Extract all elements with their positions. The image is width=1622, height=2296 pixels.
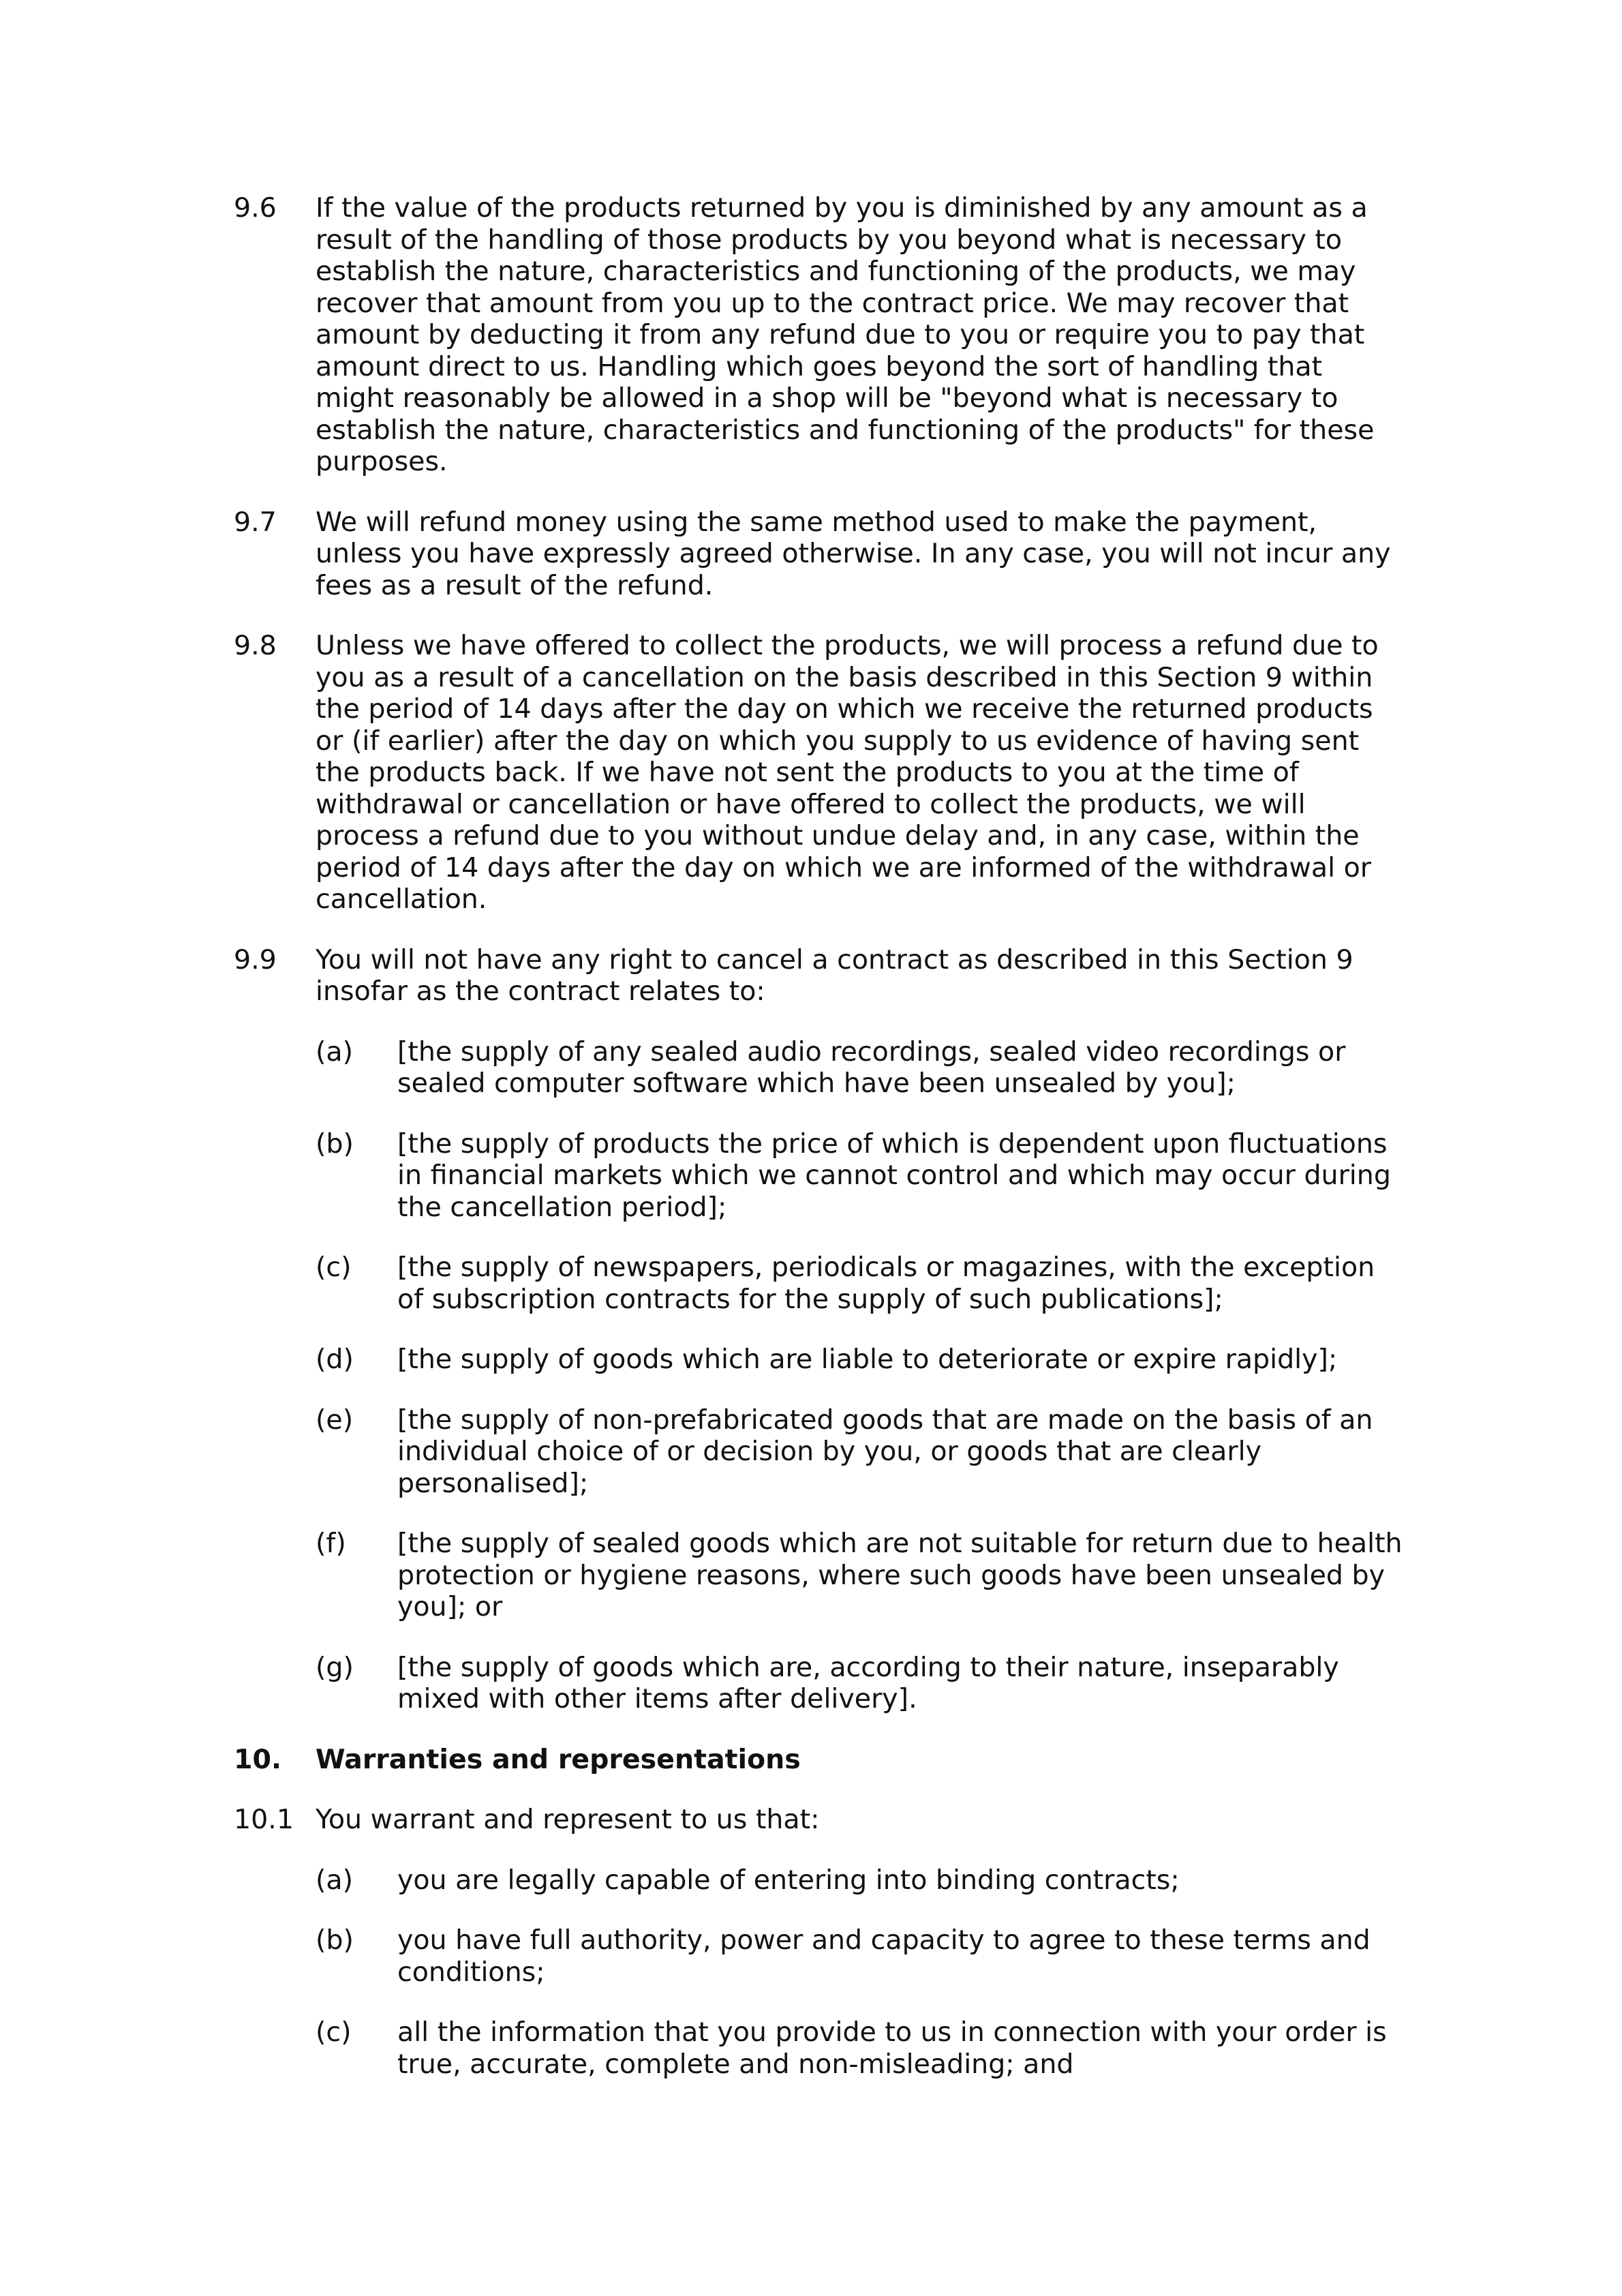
clause-text: Unless we have offered to collect the products, we will process a refund due to you as a result of a cancellation on the basis described in this Section 9 within the period of 14 days after the day on which we receive the returned products or (if earlier) after the day on which you supply to us evidence of having sent the products back. If we have not sent the products to you at the time of withdrawal or cancellation or have offered to collect the products, we will process a refund due to you without undue delay and, in any case, within the period of 14 days after the day on which we are informed of the withdrawal or cancellation.	[316, 630, 1379, 915]
sub-clause-text: [the supply of non-prefabricated goods that are made on the basis of an individual choice of or decision by you, or goods that are clearly personalised];	[397, 1404, 1373, 1499]
sub-clause-list	[316, 1864, 1406, 2081]
sub-clause-c	[316, 1252, 1406, 1315]
sub-clause-letter: (c)	[316, 2016, 352, 2048]
clause-text: If the value of the products returned by you is diminished by any amount as a result of the handling of those products by you beyond what is necessary to establish the nature, characteristics and functioning of the products, we may recover that amount from you up to the contract price. We may recover that amount by deducting it from any refund due to you or require you to pay that amount direct to us. Handling which goes beyond the sort of handling that might reasonably be allowed in a shop will be "beyond what is necessary to establish the nature, characteristics and functioning of the products" for these purposes.	[316, 192, 1375, 477]
sub-clause-letter: (a)	[316, 1036, 354, 1068]
clause-9-6	[234, 192, 1406, 478]
clause-number: 9.9	[234, 943, 277, 976]
sub-clause-d	[316, 1344, 1406, 1376]
sub-clause-text: [the supply of sealed goods which are not suitable for return due to health protection or hygiene reasons, where such goods have been unsealed by you]; or	[397, 1528, 1403, 1622]
clause-9-7	[234, 507, 1406, 602]
sub-clause-a	[316, 1036, 1406, 1100]
section-heading-10	[234, 1744, 1406, 1776]
sub-clause-b	[316, 1128, 1406, 1224]
clause-text: We will refund money using the same method used to make the payment, unless you have expressly agreed otherwise. In any case, you will not incur any fees as a result of the refund.	[316, 506, 1391, 601]
clause-intro: You warrant and represent to us that:	[316, 1804, 820, 1835]
clause-number: 9.7	[234, 506, 277, 538]
sub-clause-text: you are legally capable of entering into binding contracts;	[397, 1864, 1180, 1896]
sub-clause-text: [the supply of any sealed audio recordings, sealed video recordings or sealed computer software which have been unsealed by you];	[397, 1036, 1346, 1099]
section-number: 10.	[234, 1743, 281, 1775]
sub-clause-g	[316, 1652, 1406, 1715]
section-title: Warranties and representations	[316, 1743, 801, 1775]
sub-clause-list	[316, 1036, 1406, 1715]
clause-number: 9.6	[234, 192, 277, 224]
clause-9-8	[234, 630, 1406, 916]
clause-intro: You will not have any right to cancel a contract as described in this Section 9 insofar as the contract relates to:	[316, 943, 1353, 1007]
sub-clause-letter: (b)	[316, 1128, 354, 1160]
sub-clause-letter: (f)	[316, 1528, 346, 1559]
sub-clause-letter: (d)	[316, 1344, 354, 1375]
clause-9-9	[234, 944, 1406, 1715]
clause-number: 10.1	[234, 1804, 294, 1835]
clause-10-1	[234, 1804, 1406, 2080]
sub-clause-e	[316, 1404, 1406, 1500]
sub-clause-text: all the information that you provide to us in connection with your order is true, accurate, complete and non-misleading; and	[397, 2016, 1387, 2080]
sub-clause-b	[316, 1924, 1406, 1988]
sub-clause-letter: (b)	[316, 1924, 354, 1956]
sub-clause-c	[316, 2016, 1406, 2080]
sub-clause-a	[316, 1864, 1406, 1897]
sub-clause-letter: (g)	[316, 1651, 354, 1683]
sub-clause-text: [the supply of products the price of which is dependent upon fluctuations in financial markets which we cannot control and which may occur during the cancellation period];	[397, 1128, 1391, 1223]
sub-clause-text: [the supply of goods which are liable to deteriorate or expire rapidly];	[397, 1344, 1338, 1375]
clause-number: 9.8	[234, 630, 277, 661]
sub-clause-text: you have full authority, power and capacity to agree to these terms and conditions;	[397, 1924, 1371, 1988]
sub-clause-text: [the supply of newspapers, periodicals or magazines, with the exception of subscription contracts for the supply of such publications];	[397, 1252, 1375, 1315]
sub-clause-text: [the supply of goods which are, according to their nature, inseparably mixed with other items after delivery].	[397, 1651, 1339, 1715]
sub-clause-letter: (c)	[316, 1252, 352, 1283]
sub-clause-f	[316, 1528, 1406, 1623]
sub-clause-letter: (e)	[316, 1404, 354, 1436]
sub-clause-letter: (a)	[316, 1864, 354, 1896]
document-page	[234, 192, 1406, 2109]
